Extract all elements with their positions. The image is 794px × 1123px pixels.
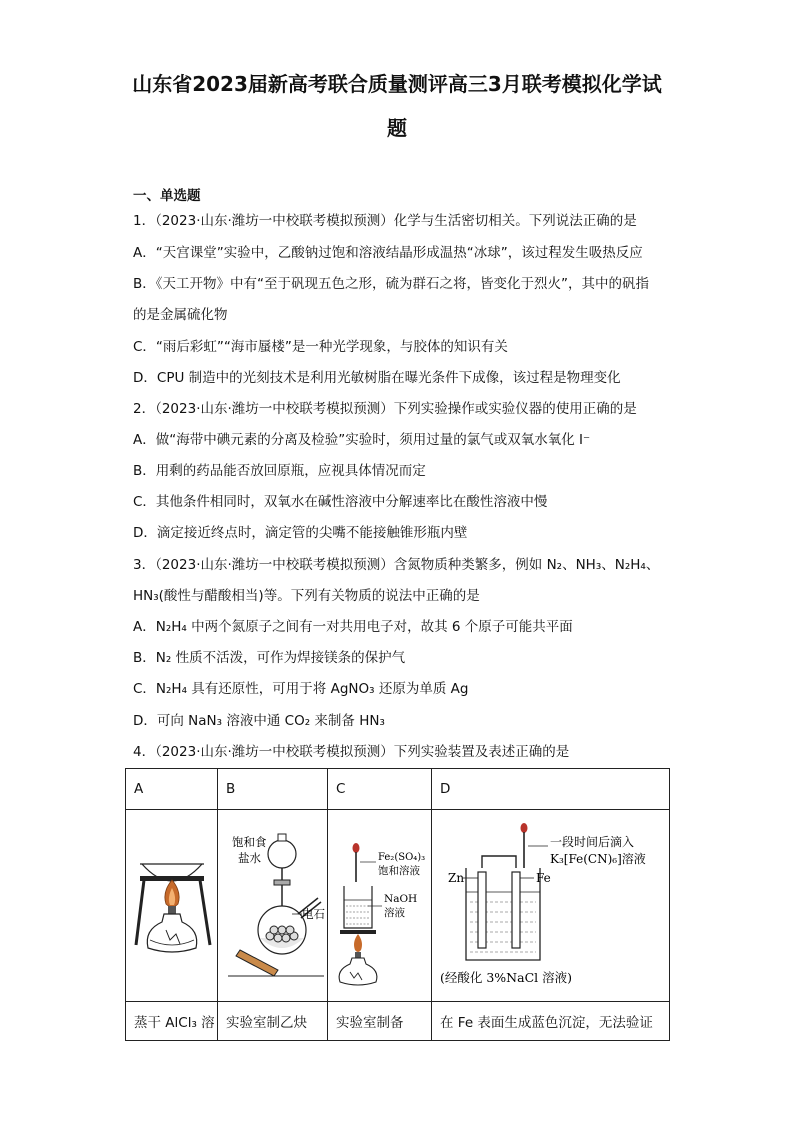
- q4-header-b: B: [218, 769, 328, 810]
- q2-option-d: D．滴定接近终点时，滴定管的尖嘴不能接触锥形瓶内壁: [133, 525, 468, 541]
- q4-caption-b: 实验室制乙炔: [218, 1002, 328, 1041]
- q4-header-row: [126, 769, 670, 810]
- c-label-fe2so43: Fe₂(SO₄)₃: [378, 852, 426, 863]
- d-label-fe: Fe: [536, 871, 551, 885]
- b-label-water2: 盐水: [238, 851, 261, 865]
- q4-apparatus-table: [125, 768, 670, 1041]
- q4-caption-d: 在 Fe 表面生成蓝色沉淀，无法验证: [432, 1002, 670, 1041]
- b-label-water1: 饱和食: [232, 835, 267, 849]
- c-label-saturated: 饱和溶液: [378, 865, 420, 877]
- q4-figure-a: [126, 810, 218, 1002]
- evaporation-apparatus-figure: [126, 810, 218, 997]
- document-title-line1: 山东省2023届新高考联合质量测评高三3月联考模拟化学试: [132, 72, 662, 96]
- corrosion-apparatus-figure: [432, 810, 670, 997]
- q1-option-d: D．CPU 制造中的光刻技术是利用光敏树脂在曝光条件下成像，该过程是物理变化: [133, 370, 621, 386]
- q4-figure-b: [218, 810, 328, 1002]
- colloid-apparatus-figure: [328, 810, 432, 997]
- section-heading: 一、单选题: [133, 188, 201, 204]
- q3-option-d: D．可向 NaN₃ 溶液中通 CO₂ 来制备 HN₃: [133, 713, 385, 729]
- q4-figure-row: [126, 810, 670, 1002]
- q4-stem: 4．（2023·山东·潍坊一中校联考模拟预测）下列实验装置及表述正确的是: [133, 744, 570, 760]
- q4-caption-c: 实验室制备: [328, 1002, 432, 1041]
- q4-header-d: D: [432, 769, 670, 810]
- q4-caption-row: [126, 1002, 670, 1041]
- q3-option-a: A．N₂H₄ 中两个氮原子之间有一对共用电子对，故其 6 个原子可能共平面: [133, 619, 573, 635]
- q4-figure-d: [432, 810, 670, 1002]
- q4-header-a: A: [126, 769, 218, 810]
- q4-figure-c: [328, 810, 432, 1002]
- q3-stem-line2: HN₃(酸性与醋酸相当)等。下列有关物质的说法中正确的是: [133, 588, 480, 604]
- q3-stem-line1: 3．（2023·山东·潍坊一中校联考模拟预测）含氮物质种类繁多，例如 N₂、NH₃、N₂H₄、: [133, 557, 660, 573]
- q4-caption-a: 蒸干 AlCl₃ 溶: [126, 1002, 218, 1041]
- d-label-zn: Zn: [448, 871, 465, 885]
- q4-header-c: C: [328, 769, 432, 810]
- q1-option-b-line2: 的是金属硫化物: [133, 307, 228, 323]
- q1-option-b-line1: B．《天工开物》中有“至于矾现五色之形，硫为群石之将，皆变化于烈火”，其中的矾指: [133, 276, 649, 292]
- document-title-line2: 题: [387, 116, 407, 140]
- q2-option-b: B．用剩的药品能否放回原瓶，应视具体情况而定: [133, 463, 426, 479]
- acetylene-apparatus-figure: [218, 810, 328, 997]
- c-label-naoh: NaOH: [384, 893, 418, 905]
- q1-option-c: C．“雨后彩虹”“海市蜃楼”是一种光学现象，与胶体的知识有关: [133, 339, 508, 355]
- q1-option-a: A．“天宫课堂”实验中，乙酸钠过饱和溶液结晶形成温热“冰球”，该过程发生吸热反应: [133, 245, 643, 261]
- d-label-ferricyanide: K₃[Fe(CN)₆]溶液: [550, 852, 646, 866]
- d-label-electrolyte: (经酸化 3%NaCl 溶液): [440, 970, 572, 985]
- q2-option-c: C．其他条件相同时，双氧水在碱性溶液中分解速率比在酸性溶液中慢: [133, 494, 548, 510]
- q3-option-b: B．N₂ 性质不活泼，可作为焊接镁条的保护气: [133, 650, 406, 666]
- q1-stem: 1．（2023·山东·潍坊一中校联考模拟预测）化学与生活密切相关。下列说法正确的是: [133, 213, 637, 229]
- q3-option-c: C．N₂H₄ 具有还原性，可用于将 AgNO₃ 还原为单质 Ag: [133, 681, 469, 697]
- d-label-drop-later: 一段时间后滴入: [550, 835, 635, 849]
- q2-option-a: A．做“海带中碘元素的分离及检验”实验时，须用过量的氯气或双氧水氧化 I⁻: [133, 432, 591, 448]
- b-label-carbide: 电石: [302, 907, 325, 921]
- c-label-solution: 溶液: [384, 907, 405, 919]
- q2-stem: 2．（2023·山东·潍坊一中校联考模拟预测）下列实验操作或实验仪器的使用正确的是: [133, 401, 637, 417]
